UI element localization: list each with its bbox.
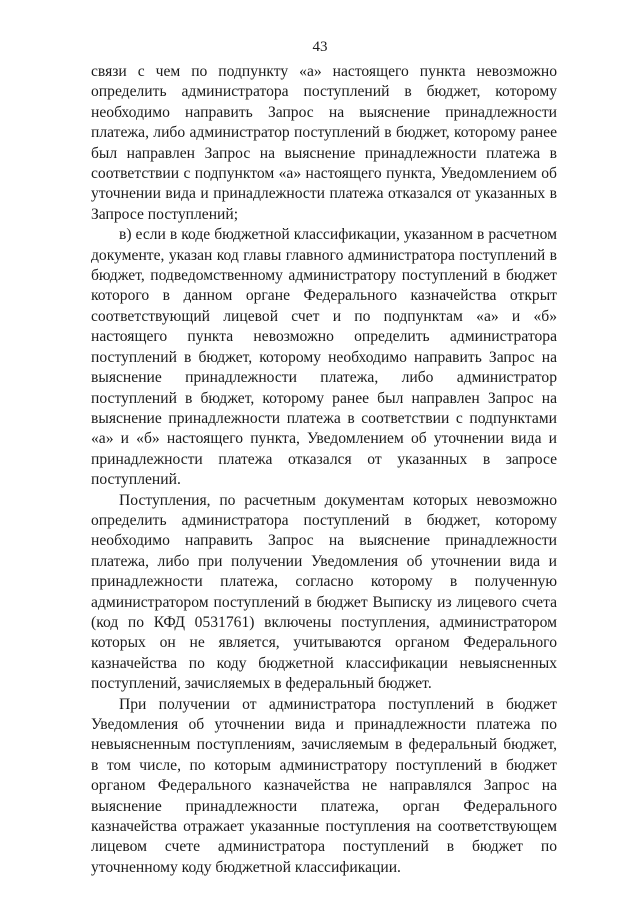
paragraph-subpoint-v: в) если в коде бюджетной классификации, указанном в расчетном документе, указан код главы главного администратора поступлений в бюджет, подведомственному администратору поступлений в бюджет которого в данном органе Федерального казначейства открыт соответствующий лицевой счет и по подпунктам «а» и «б» настоящего пункта невозможно определить администратора поступлений в бюджет, которому необходимо направить Запрос на выяснение принадлежности платежа, либо администратор поступлений в бюджет, которому ранее был направлен Запрос на выяснение принадлежности платежа в соответствии с подпунктами «а» и «б» настоящего пункта, Уведомлением об уточнении вида и принадлежности платежа отказался от указанных в запросе поступлений. <box>91 226 557 489</box>
paragraph-notification-receipt: При получении от администратора поступлений в бюджет Уведомления об уточнении вида и принадлежности платежа по невыясненным поступлениям, зачисляемым в федеральный бюджет, в том числе, по которым администратору поступлений в бюджет органом Федерального казначейства не направлялся Запрос на выяснение принадлежности платежа, орган Федерального казначейства отражает указанные поступления на соответствующем лицевом счете администратора поступлений в бюджет по уточненному коду бюджетной классификации. <box>91 695 557 876</box>
paragraph-unidentified-receipts: Поступления, по расчетным документам которых невозможно определить администратора поступлений в бюджет, которому необходимо направить Запрос на выяснение принадлежности платежа, либо при получении Уведомления об уточнении вида и принадлежности платежа, согласно которому в полученную администратором поступлений в бюджет Выписку из лицевого счета (код по КФД 0531761) включены поступления, администратором которых он не является, учитываются органом Федерального казначейства по коду бюджетной классификации невыясненных поступлений, зачисляемых в федеральный бюджет. <box>91 491 557 693</box>
paragraph-continuation: связи с чем по подпункту «а» настоящего пункта невозможно определить администратора поступлений в бюджет, которому необходимо направить Запрос на выяснение принадлежности платежа, либо администратор поступлений в бюджет, которому ранее был направлен Запрос на выяснение принадлежности платежа в соответствии с подпунктом «а» настоящего пункта, Уведомлением об уточнении вида и принадлежности платежа отказался от указанных в Запросе поступлений; <box>91 63 557 223</box>
page-number: 43 <box>312 39 328 55</box>
document-body <box>91 62 557 878</box>
